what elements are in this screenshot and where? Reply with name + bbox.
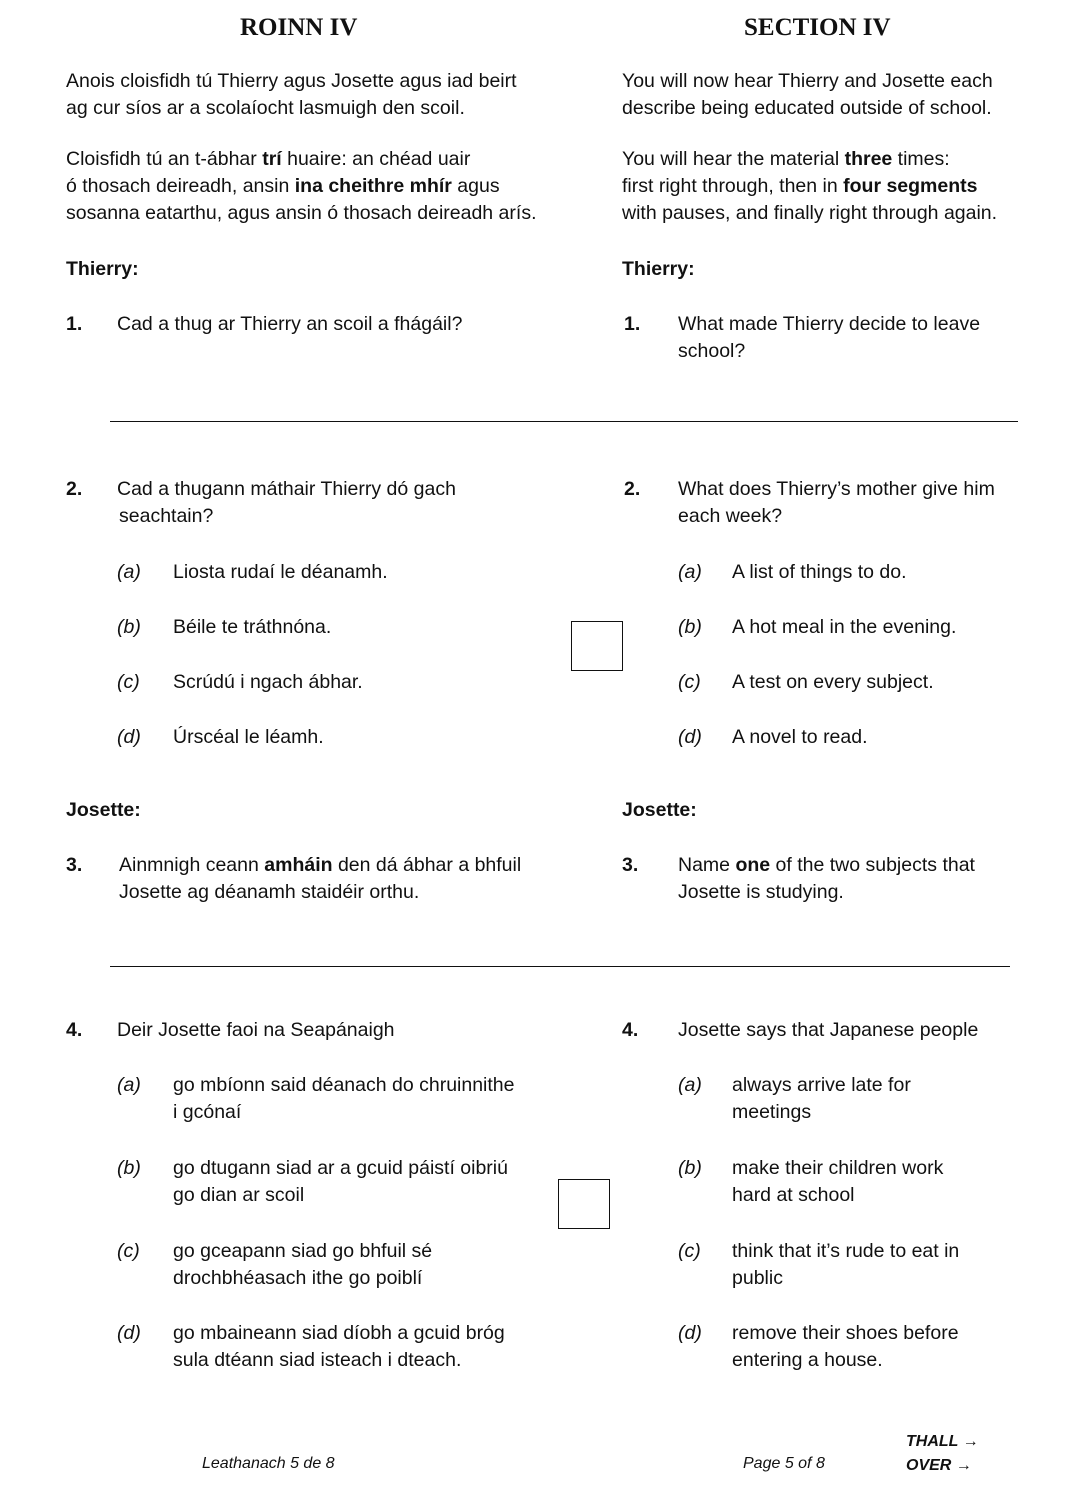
q2-option-b-letter-en: (b)	[678, 616, 702, 638]
q2-option-a-letter: (a)	[117, 561, 141, 583]
instructions-english: You will hear the material three times: first right through, then in four segments with pauses, and finally right through again.	[622, 148, 998, 224]
q2-option-b-irish: Béile te tráthnóna.	[173, 616, 332, 638]
q3-number-irish: 3.	[66, 854, 83, 876]
speaker-thierry-irish: Thierry:	[66, 258, 139, 280]
q4-text-irish: Deir Josette faoi na Seapánaigh	[117, 1019, 395, 1041]
q2-option-d-letter-en: (d)	[678, 726, 702, 748]
q4-option-c-letter: (c)	[117, 1240, 140, 1262]
turn-over-irish: THALL →	[906, 1433, 979, 1450]
q2-option-c-english: A test on every subject.	[732, 671, 934, 693]
q1-number-irish: 1.	[66, 313, 83, 335]
q4-option-a-irish: go mbíonn said déanach do chruinnithe i gcónaí	[173, 1074, 515, 1123]
q2-option-d-irish: Úrscéal le léamh.	[173, 726, 324, 748]
footer-page-english: Page 5 of 8	[743, 1455, 825, 1472]
q4-answer-box[interactable]	[558, 1179, 610, 1229]
q4-text-english: Josette says that Japanese people	[678, 1019, 979, 1041]
q2-option-d-letter: (d)	[117, 726, 141, 748]
q4-number-irish: 4.	[66, 1019, 83, 1041]
speaker-josette-english: Josette:	[622, 799, 697, 821]
q4-option-b-letter-en: (b)	[678, 1157, 702, 1179]
instructions-irish: Cloisfidh tú an t-ábhar trí huaire: an chéad uair ó thosach deireadh, ansin ina cheithre mhír agus sosanna eatarthu, agus ansin ó thosach deireadh arís.	[66, 148, 537, 224]
speaker-thierry-english: Thierry:	[622, 258, 695, 280]
q2-option-c-irish: Scrúdú i ngach ábhar.	[173, 671, 363, 693]
q2-option-a-english: A list of things to do.	[732, 561, 907, 583]
q1-number-english: 1.	[624, 313, 641, 335]
q1-answer-line[interactable]	[110, 421, 1018, 422]
q4-option-b-english: make their children work hard at school	[732, 1157, 944, 1206]
q4-option-a-letter: (a)	[117, 1074, 141, 1096]
intro-english: You will now hear Thierry and Josette each describe being educated outside of school.	[622, 70, 993, 119]
q2-option-c-letter-en: (c)	[678, 671, 701, 693]
q2-text-english: What does Thierry’s mother give him each week?	[678, 478, 995, 527]
q4-option-c-english: think that it’s rude to eat in public	[732, 1240, 960, 1289]
q4-option-c-irish: go gceapann siad go bhfuil sé drochbhéasach ithe go poiblí	[173, 1240, 433, 1289]
q4-option-d-english: remove their shoes before entering a house.	[732, 1322, 959, 1371]
q2-text-irish: Cad a thugann máthair Thierry dó gach seachtain?	[117, 478, 456, 527]
q4-option-d-letter-en: (d)	[678, 1322, 702, 1344]
intro-irish: Anois cloisfidh tú Thierry agus Josette agus iad beirt ag cur síos ar a scolaíocht lasmuigh den scoil.	[66, 70, 517, 119]
q4-option-c-letter-en: (c)	[678, 1240, 701, 1262]
section-title-irish: ROINN IV	[240, 14, 358, 41]
turn-over-english: OVER →	[906, 1457, 972, 1474]
q3-number-english: 3.	[622, 854, 639, 876]
q4-option-a-letter-en: (a)	[678, 1074, 702, 1096]
q4-option-b-letter: (b)	[117, 1157, 141, 1179]
q4-option-d-letter: (d)	[117, 1322, 141, 1344]
q1-text-english: What made Thierry decide to leave school?	[678, 313, 981, 362]
q4-number-english: 4.	[622, 1019, 639, 1041]
q2-number-english: 2.	[624, 478, 641, 500]
q2-option-c-letter: (c)	[117, 671, 140, 693]
q2-option-b-letter: (b)	[117, 616, 141, 638]
q3-text-english: Name one of the two subjects that Josette is studying.	[678, 854, 975, 903]
q1-text-irish: Cad a thug ar Thierry an scoil a fhágáil?	[117, 313, 463, 335]
footer-page-irish: Leathanach 5 de 8	[202, 1455, 335, 1472]
q4-option-d-irish: go mbaineann siad díobh a gcuid bróg sula dtéann siad isteach i dteach.	[173, 1322, 505, 1371]
q2-option-a-irish: Liosta rudaí le déanamh.	[173, 561, 388, 583]
q2-answer-box[interactable]	[571, 621, 623, 671]
speaker-josette-irish: Josette:	[66, 799, 141, 821]
q2-option-b-english: A hot meal in the evening.	[732, 616, 957, 638]
q2-option-a-letter-en: (a)	[678, 561, 702, 583]
q2-number-irish: 2.	[66, 478, 83, 500]
q4-option-b-irish: go dtugann siad ar a gcuid páistí oibriú go dian ar scoil	[173, 1157, 508, 1206]
q3-answer-line[interactable]	[110, 966, 1010, 967]
section-title-english: SECTION IV	[744, 14, 891, 41]
q4-option-a-english: always arrive late for meetings	[732, 1074, 911, 1123]
q3-text-irish: Ainmnigh ceann amháin den dá ábhar a bhfuil Josette ag déanamh staidéir orthu.	[119, 854, 522, 903]
q2-option-d-english: A novel to read.	[732, 726, 868, 748]
